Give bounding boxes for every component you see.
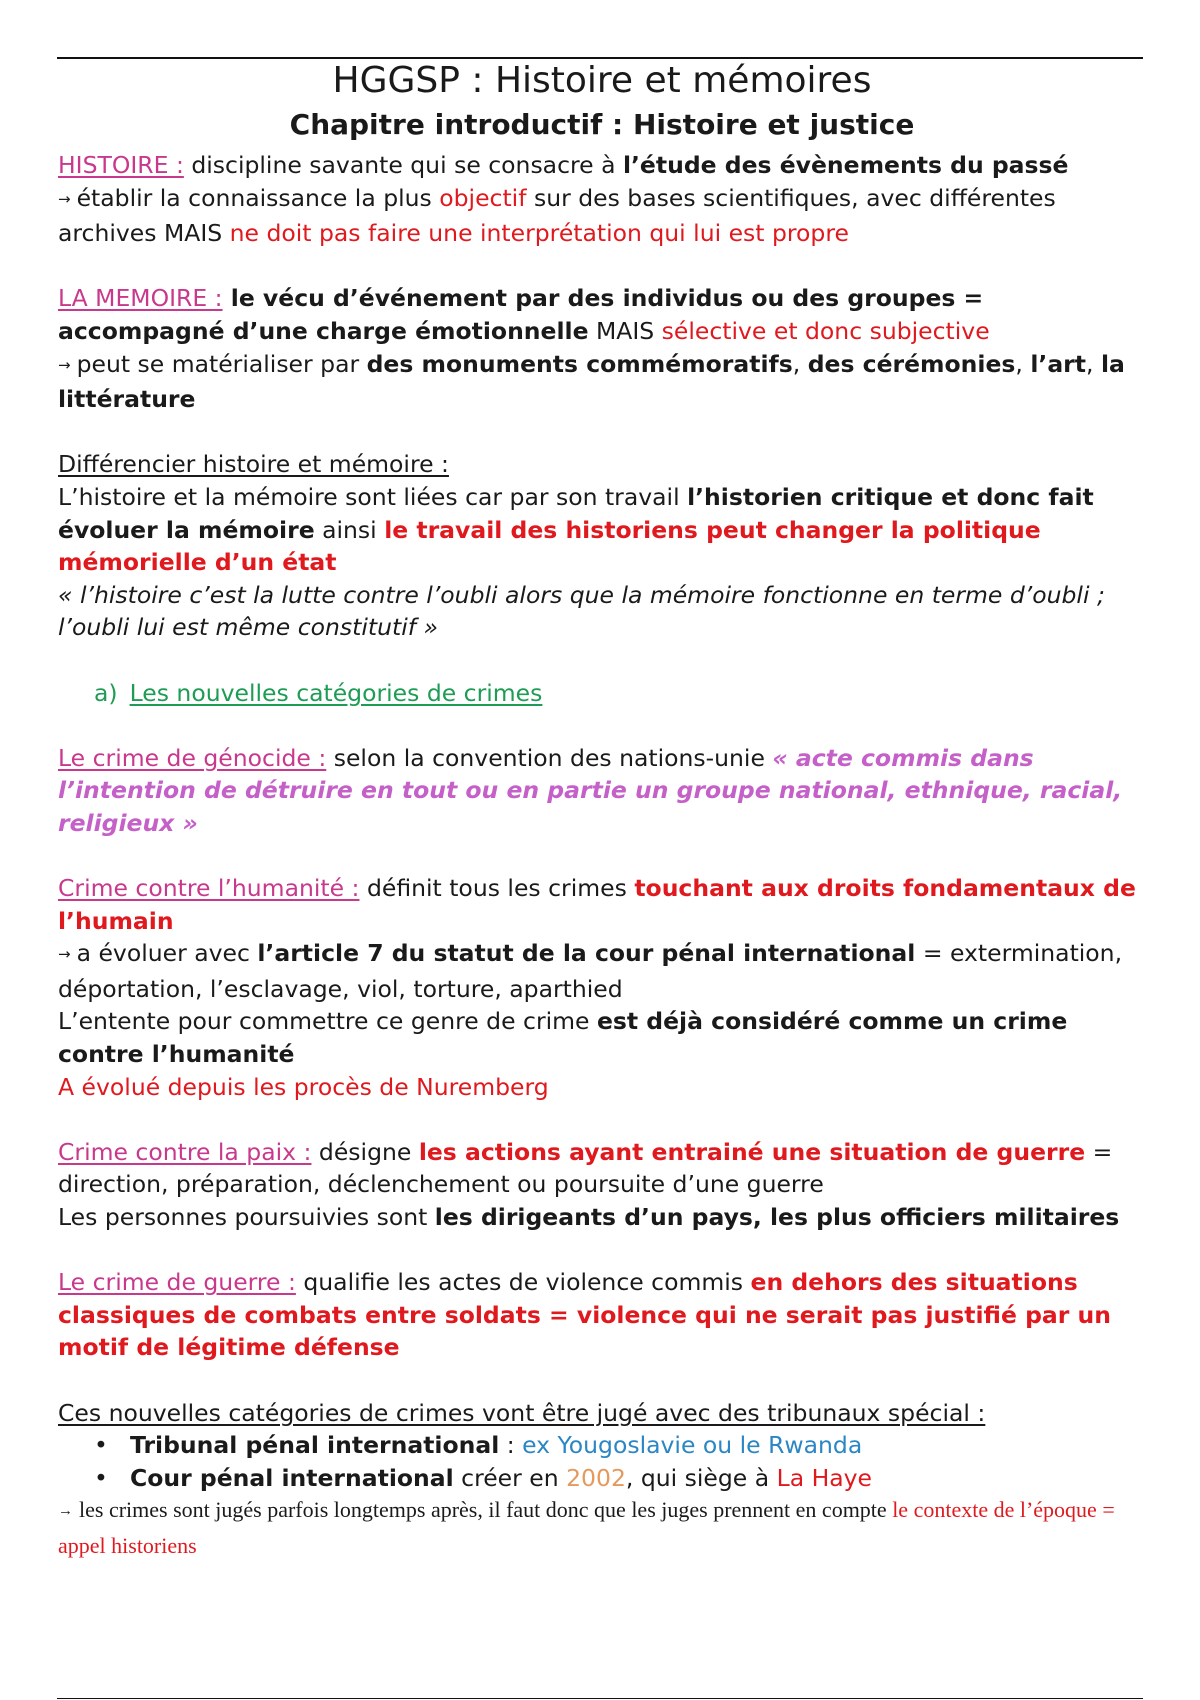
genocide-paragraph: [58, 742, 1146, 840]
humanite-text-4: L’entente pour commettre ce genre de crime: [58, 1007, 597, 1036]
humanite-term: Crime contre l’humanité :: [58, 874, 360, 903]
humanite-redbold-1: touchant aux droits fondamentaux de l’humain: [58, 874, 1136, 935]
humanite-red-1: A évolué depuis les procès de Nuremberg: [58, 1072, 549, 1101]
difference-text-2: ainsi: [314, 515, 385, 544]
memoire-bold-1: le vécu d’événement par des individus ou des groupes = accompagné d’une charge émotionnelle: [58, 284, 984, 345]
histoire-paragraph: [58, 149, 1146, 182]
humanite-paragraph-3: [58, 1005, 1146, 1070]
tribunaux-note-text: les crimes sont jugés parfois longtemps après, il faut donc que les juges prennent en compte: [79, 1497, 893, 1523]
humanite-text-2: a évoluer avec: [76, 939, 258, 968]
arrow-icon: →: [58, 945, 71, 964]
cour-label: Cour pénal international: [130, 1463, 454, 1492]
paix-paragraph: [58, 1136, 1146, 1201]
histoire-red-2: ne doit pas faire une interprétation qui lui est propre: [229, 219, 849, 248]
bullet-icon: •: [94, 1431, 108, 1460]
difference-text-1: L’histoire et la mémoire sont liées car par son travail: [58, 482, 688, 511]
chapter-title: Chapitre introductif : Histoire et justice: [289, 108, 915, 141]
difference-bold-1: l’historien critique et donc fait évoluer la mémoire: [58, 482, 1094, 544]
difference-quote: « l’histoire c’est la lutte contre l’oubli alors que la mémoire fonctionne en terme d’oubli ; l’oubli lui est même constitutif »: [58, 580, 1105, 642]
genocide-text-1: selon la convention des nations-unie: [326, 743, 773, 772]
histoire-text-2: établir la connaissance la plus: [76, 183, 440, 212]
paix-text-3: Les personnes poursuivies sont: [58, 1203, 435, 1231]
page-title: HGGSP : Histoire et mémoires: [332, 60, 872, 101]
arrow-icon: →: [58, 189, 71, 208]
paix-term: Crime contre la paix :: [58, 1137, 312, 1166]
memoire-paragraph: [58, 282, 1146, 347]
tribunaux-list: [58, 1429, 1146, 1494]
histoire-paragraph-2: [58, 182, 1146, 250]
paix-redbold-1: les actions ayant entrainé une situation de guerre: [418, 1137, 1086, 1166]
paix-bold-1: les dirigeants d’un pays, les plus officiers militaires: [434, 1203, 1120, 1231]
separator: ,: [1086, 349, 1101, 378]
bullet-icon: •: [94, 1463, 108, 1492]
paix-text-1: désigne: [311, 1137, 419, 1166]
cour-year: 2002: [566, 1463, 626, 1492]
humanite-bold-2: est déjà considéré comme un crime contre l’humanité: [58, 1007, 1068, 1069]
memoire-bold-5: la littérature: [58, 349, 1125, 414]
list-item: [58, 1462, 1146, 1495]
difference-heading-line: [58, 448, 1146, 481]
guerre-redbold-1: en dehors des situations classiques de combats entre soldats = violence qui ne serait pas justifié par un motif de légitime défense: [58, 1268, 1112, 1362]
histoire-red-1: objectif: [439, 183, 527, 212]
document-content: [58, 58, 1146, 1563]
list-item: [58, 1429, 1146, 1462]
tribunal-examples: ex Yougoslavie ou le Rwanda: [522, 1431, 863, 1460]
paix-paragraph-2: [58, 1201, 1146, 1234]
humanite-paragraph-2: [58, 937, 1146, 1005]
histoire-term: HISTOIRE :: [58, 151, 184, 179]
separator: ,: [1015, 349, 1031, 378]
cour-text-1: créer en: [453, 1463, 567, 1492]
tribunaux-heading: Ces nouvelles catégories de crimes vont être jugé avec des tribunaux spécial :: [58, 1398, 986, 1427]
memoire-red-1: sélective et donc subjective: [661, 316, 990, 345]
humanite-paragraph: [58, 872, 1146, 937]
paix-text-2: = direction, préparation, déclenchement ou poursuite d’une guerre: [58, 1137, 1113, 1199]
difference-redbold-1: le travail des historiens peut changer la politique mémorielle d’un état: [58, 515, 1041, 577]
guerre-text-1: qualifie les actes de violence commis: [295, 1268, 751, 1297]
section-a-heading: [58, 677, 1146, 710]
arrow-icon: →: [58, 355, 71, 374]
genocide-term: Le crime de génocide :: [58, 743, 327, 772]
difference-paragraph: [58, 481, 1146, 579]
histoire-text-3: sur des bases scientifiques, avec différentes archives MAIS: [58, 183, 1056, 248]
humanite-text-1: définit tous les crimes: [359, 874, 635, 903]
separator: ,: [792, 349, 808, 378]
separator: :: [499, 1431, 523, 1460]
bottom-rule: [57, 1698, 1143, 1699]
memoire-text-2: peut se matérialiser par: [76, 349, 367, 378]
tribunal-label: Tribunal pénal international: [130, 1431, 500, 1460]
memoire-paragraph-2: [58, 348, 1146, 416]
difference-heading: Différencier histoire et mémoire :: [58, 450, 449, 479]
arrow-icon: →: [58, 1503, 73, 1520]
section-a-label: Les nouvelles catégories de crimes: [129, 678, 543, 707]
genocide-quote: « acte commis dans l’intention de détruire en tout ou en partie un groupe national, ethnique, racial, religieux »: [58, 743, 1123, 837]
guerre-paragraph: [58, 1266, 1146, 1364]
humanite-text-3: = extermination, déportation, l’esclavage, viol, torture, aparthied: [58, 939, 1123, 1003]
tribunaux-note: [58, 1494, 1146, 1562]
guerre-term: Le crime de guerre :: [58, 1268, 296, 1297]
cour-text-2: , qui siège à: [625, 1463, 777, 1492]
histoire-text-1: discipline savante qui se consacre à: [183, 151, 623, 179]
tribunaux-note-red: le contexte de l’époque = appel historiens: [58, 1497, 1115, 1558]
memoire-text-1: MAIS: [588, 316, 662, 345]
memoire-bold-3: des cérémonies: [807, 349, 1016, 378]
memoire-term: LA MEMOIRE :: [58, 284, 223, 313]
humanite-bold-1: l’article 7 du statut de la cour pénal international: [257, 939, 916, 968]
memoire-bold-2: des monuments commémoratifs: [366, 349, 793, 378]
memoire-bold-4: l’art: [1030, 349, 1087, 378]
cour-location: La Haye: [776, 1463, 873, 1492]
section-a-number: a): [94, 678, 118, 707]
tribunaux-heading-line: [58, 1397, 1146, 1430]
histoire-bold-1: l’étude des évènements du passé: [622, 151, 1069, 179]
